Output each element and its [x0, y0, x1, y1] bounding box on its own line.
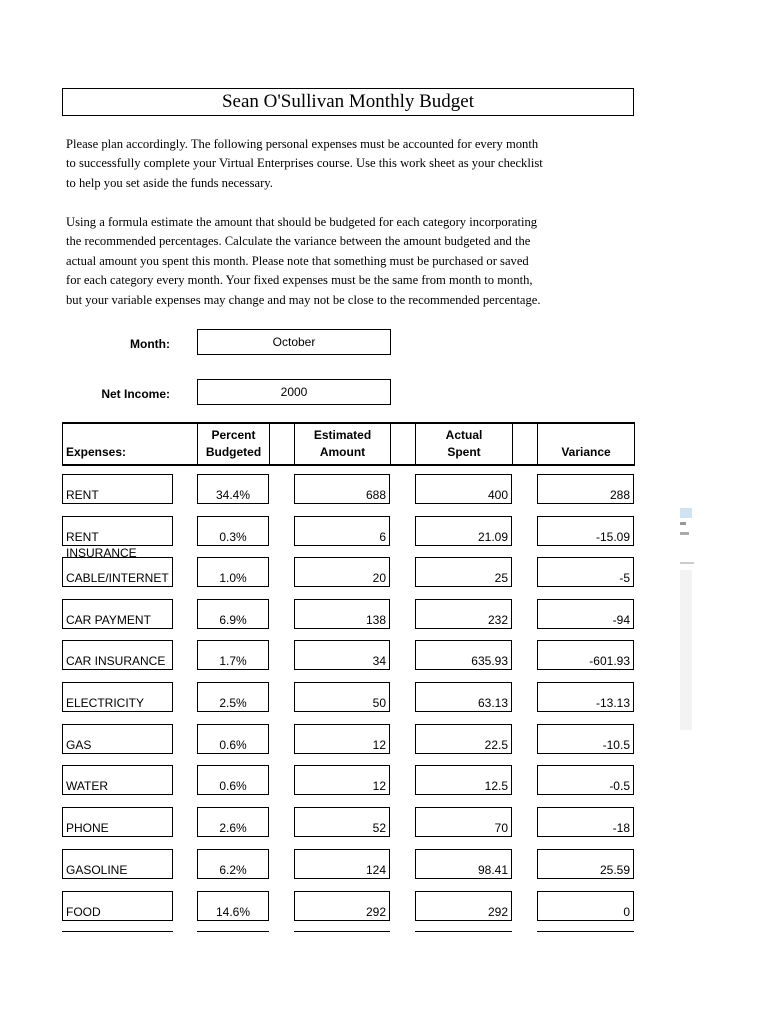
- cutoff-line: [294, 931, 390, 932]
- variance-cell[interactable]: 0: [537, 891, 634, 921]
- header-percent-line1: Percent: [211, 428, 256, 442]
- percent-cell[interactable]: 2.6%: [197, 807, 269, 837]
- estimated-cell[interactable]: 292: [294, 891, 390, 921]
- header-actual-line1: Actual: [445, 428, 483, 442]
- header-divider: [269, 424, 270, 464]
- side-mark: [680, 522, 686, 525]
- estimated-cell[interactable]: 138: [294, 599, 390, 629]
- estimated-cell[interactable]: 688: [294, 474, 390, 504]
- net-income-label: Net Income:: [101, 387, 170, 401]
- instruction-line: for each category every month. Your fixed expenses must be the same from month to month,: [66, 273, 533, 288]
- variance-cell[interactable]: -94: [537, 599, 634, 629]
- cutoff-line: [197, 931, 269, 932]
- instruction-line: the recommended percentages. Calculate the variance between the amount budgeted and the: [66, 234, 531, 249]
- expense-name-cell[interactable]: CABLE/INTERNET: [62, 557, 173, 587]
- month-label: Month:: [130, 337, 170, 351]
- actual-cell[interactable]: 232: [415, 599, 512, 629]
- variance-cell[interactable]: -601.93: [537, 640, 634, 670]
- table-header: [62, 422, 635, 466]
- expense-name-cell[interactable]: RENT: [62, 474, 173, 504]
- side-scroll-fragment: [680, 500, 694, 730]
- intro-line: Please plan accordingly. The following personal expenses must be accounted for every month: [66, 137, 539, 151]
- actual-cell[interactable]: 400: [415, 474, 512, 504]
- side-tab-icon: [680, 508, 692, 518]
- header-expenses: Expenses:: [66, 445, 127, 459]
- percent-cell[interactable]: 2.5%: [197, 682, 269, 712]
- actual-cell[interactable]: 63.13: [415, 682, 512, 712]
- variance-cell[interactable]: 25.59: [537, 849, 634, 879]
- header-divider: [390, 424, 391, 464]
- estimated-cell[interactable]: 12: [294, 765, 390, 795]
- variance-cell[interactable]: -18: [537, 807, 634, 837]
- percent-cell[interactable]: 14.6%: [197, 891, 269, 921]
- estimated-cell[interactable]: 34: [294, 640, 390, 670]
- instruction-line: Using a formula estimate the amount that should be budgeted for each category incorporating: [66, 215, 538, 229]
- header-actual-line2: Spent: [447, 445, 481, 459]
- expense-name-cell[interactable]: GAS: [62, 724, 173, 754]
- percent-cell[interactable]: 6.2%: [197, 849, 269, 879]
- side-mark: [680, 532, 689, 535]
- percent-cell[interactable]: 34.4%: [197, 474, 269, 504]
- percent-cell[interactable]: 6.9%: [197, 599, 269, 629]
- estimated-cell[interactable]: 12: [294, 724, 390, 754]
- variance-cell[interactable]: -15.09: [537, 516, 634, 546]
- net-income-field[interactable]: 2000: [197, 379, 391, 405]
- variance-cell[interactable]: -10.5: [537, 724, 634, 754]
- expense-name-cell[interactable]: GASOLINE: [62, 849, 173, 879]
- variance-cell[interactable]: -0.5: [537, 765, 634, 795]
- actual-cell[interactable]: 98.41: [415, 849, 512, 879]
- header-estimated-line2: Amount: [319, 445, 366, 459]
- month-field[interactable]: October: [197, 329, 391, 355]
- side-scroll-track: [680, 570, 692, 730]
- instruction-line: but your variable expenses may change and may not be close to the recommended percentage.: [66, 292, 541, 307]
- header-divider: [512, 424, 513, 464]
- actual-cell[interactable]: 22.5: [415, 724, 512, 754]
- header-actual: [416, 427, 512, 461]
- expense-name-cell[interactable]: CAR INSURANCE: [62, 640, 173, 670]
- actual-cell[interactable]: 21.09: [415, 516, 512, 546]
- estimated-cell[interactable]: 52: [294, 807, 390, 837]
- header-estimated: [295, 427, 390, 461]
- percent-cell[interactable]: 0.6%: [197, 724, 269, 754]
- expense-name-cell[interactable]: WATER: [62, 765, 173, 795]
- instruction-line: actual amount you spent this month. Please note that something must be purchased or saved: [66, 253, 529, 268]
- expense-name-cell[interactable]: PHONE: [62, 807, 173, 837]
- estimated-cell[interactable]: 124: [294, 849, 390, 879]
- actual-cell[interactable]: 292: [415, 891, 512, 921]
- header-percent: [198, 427, 269, 461]
- variance-cell[interactable]: -5: [537, 557, 634, 587]
- actual-cell[interactable]: 12.5: [415, 765, 512, 795]
- cutoff-line: [537, 931, 634, 932]
- expense-name-cell[interactable]: ELECTRICITY: [62, 682, 173, 712]
- percent-cell[interactable]: 1.0%: [197, 557, 269, 587]
- actual-cell[interactable]: 635.93: [415, 640, 512, 670]
- intro-line: to successfully complete your Virtual Enterprises course. Use this work sheet as your checklist: [66, 156, 543, 171]
- expense-name-cell[interactable]: CAR PAYMENT: [62, 599, 173, 629]
- header-percent-line2: Budgeted: [205, 445, 262, 459]
- estimated-cell[interactable]: 50: [294, 682, 390, 712]
- budget-title: Sean O'Sullivan Monthly Budget: [62, 88, 634, 116]
- percent-cell[interactable]: 0.3%: [197, 516, 269, 546]
- percent-cell[interactable]: 1.7%: [197, 640, 269, 670]
- cutoff-line: [62, 931, 173, 932]
- expense-name-cell[interactable]: RENT INSURANCE: [62, 516, 173, 546]
- variance-cell[interactable]: -13.13: [537, 682, 634, 712]
- header-variance: Variance: [561, 445, 611, 459]
- expense-name-cell[interactable]: FOOD: [62, 891, 173, 921]
- instruction-paragraph: [66, 213, 626, 310]
- actual-cell[interactable]: 25: [415, 557, 512, 587]
- intro-line: to help you set aside the funds necessary.: [66, 175, 273, 190]
- estimated-cell[interactable]: 20: [294, 557, 390, 587]
- intro-paragraph: [66, 135, 626, 193]
- estimated-cell[interactable]: 6: [294, 516, 390, 546]
- variance-cell[interactable]: 288: [537, 474, 634, 504]
- percent-cell[interactable]: 0.6%: [197, 765, 269, 795]
- side-divider: [680, 562, 694, 564]
- cutoff-line: [415, 931, 512, 932]
- actual-cell[interactable]: 70: [415, 807, 512, 837]
- header-estimated-line1: Estimated: [313, 428, 372, 442]
